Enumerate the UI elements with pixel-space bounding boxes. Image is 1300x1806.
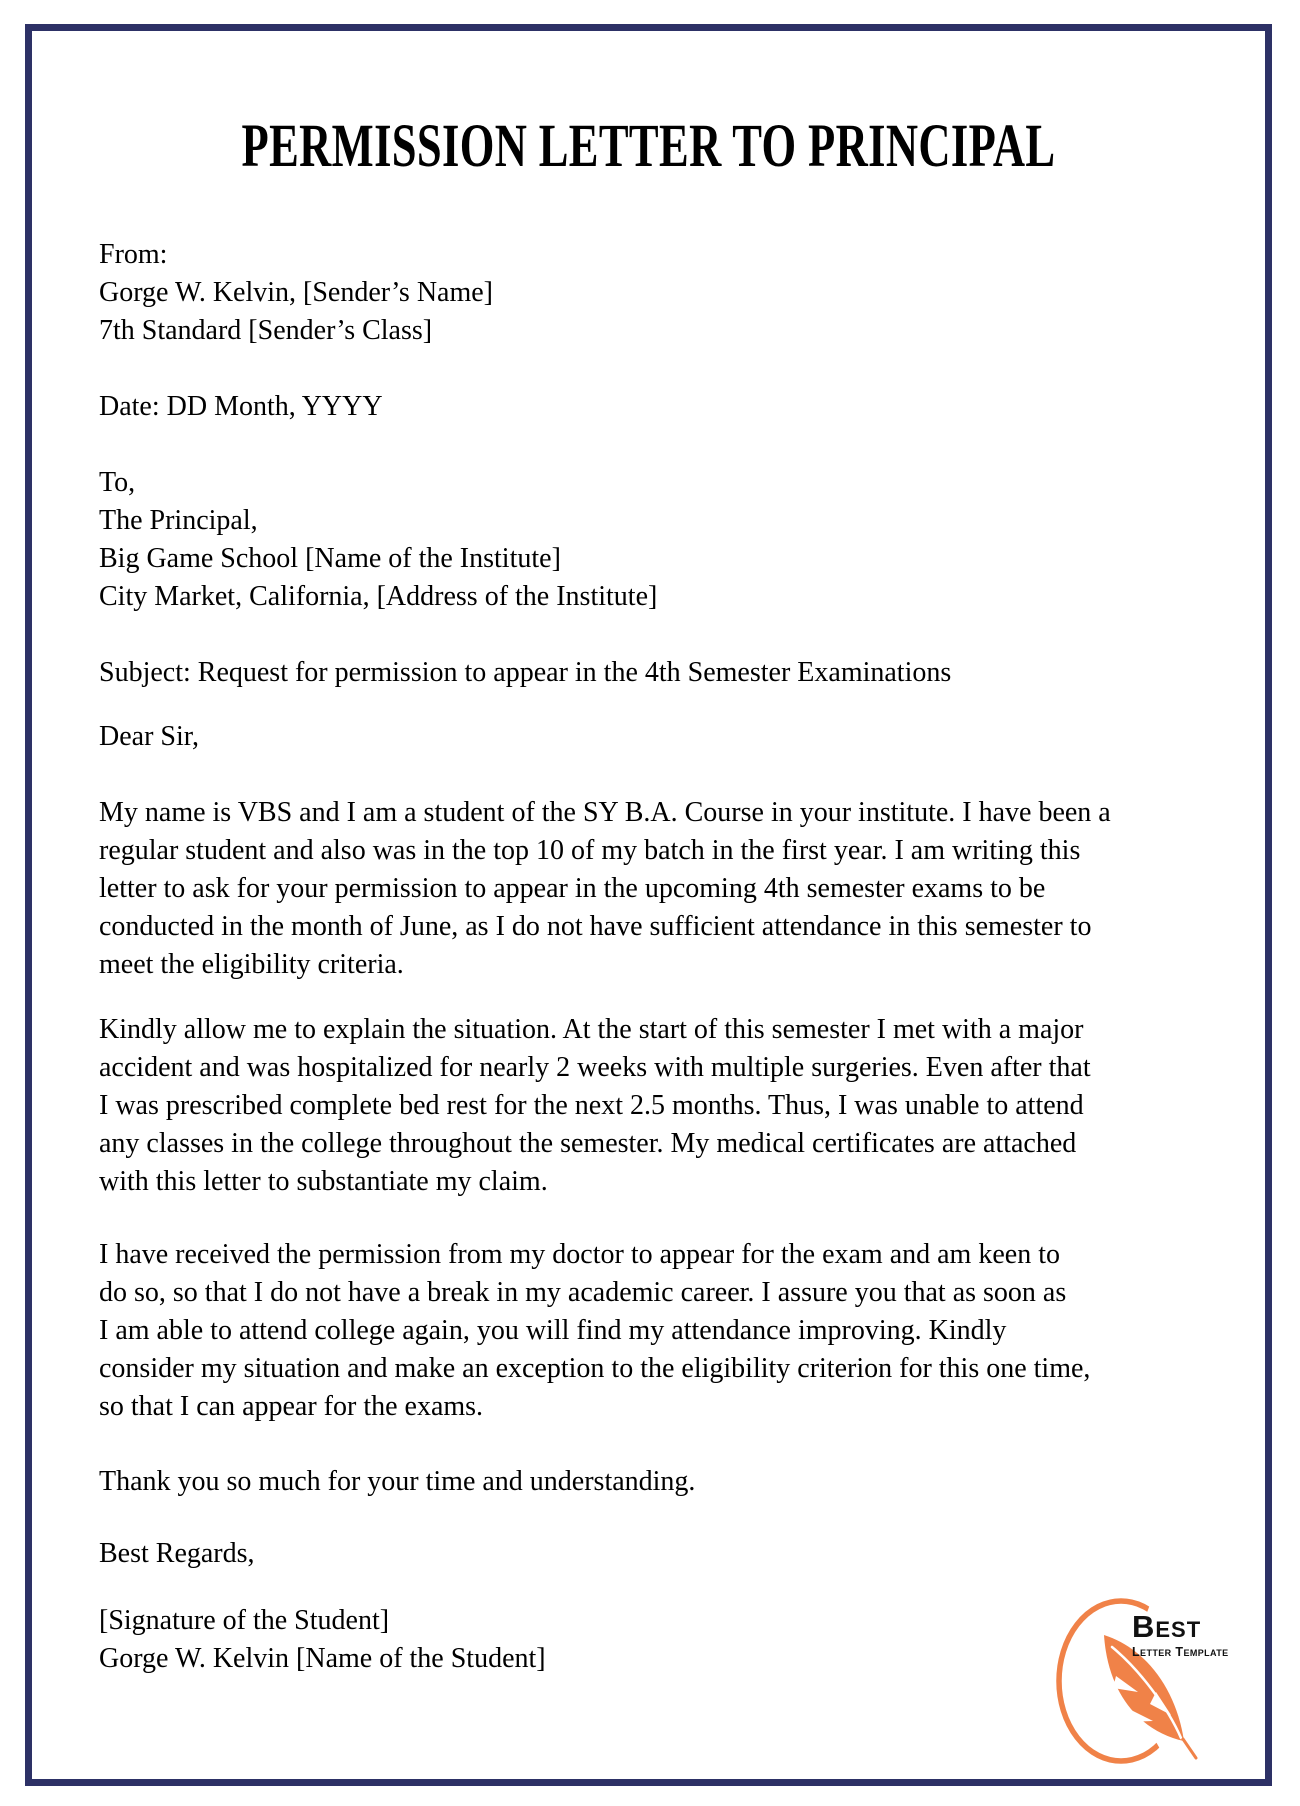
to-block bbox=[99, 464, 657, 616]
salutation-block bbox=[99, 718, 199, 756]
paragraph-line: I am able to attend college again, you will find my attendance improving. Kindly bbox=[99, 1315, 1007, 1346]
brand-tagline: Letter Template bbox=[1132, 1645, 1229, 1659]
paragraph-line: so that I can appear for the exams. bbox=[99, 1391, 484, 1422]
thanks-line: Thank you so much for your time and understanding. bbox=[99, 1466, 696, 1497]
subject-block bbox=[99, 654, 951, 692]
paragraph-line: do so, so that I do not have a break in my academic career. I assure you that as soon as bbox=[99, 1277, 1067, 1308]
paragraph-line: accident and was hospitalized for nearly 2 weeks with multiple surgeries. Even after that bbox=[99, 1052, 1091, 1083]
signature-block bbox=[99, 1602, 546, 1678]
paragraph-line: letter to ask for your permission to appear in the upcoming 4th semester exams to be bbox=[99, 873, 1046, 904]
paragraph-line: Kindly allow me to explain the situation. At the start of this semester I met with a major bbox=[99, 1014, 1084, 1045]
brand-logo bbox=[1040, 1580, 1240, 1780]
paragraph-2 bbox=[99, 1011, 1091, 1201]
subject-line: Subject: Request for permission to appear in the 4th Semester Examinations bbox=[99, 657, 952, 688]
paragraph-line: consider my situation and make an exception to the eligibility criterion for this one time, bbox=[99, 1353, 1091, 1384]
paragraph-3 bbox=[99, 1236, 1090, 1426]
salutation-line: Dear Sir, bbox=[99, 721, 199, 752]
from-block bbox=[99, 236, 493, 350]
brand-name: Best bbox=[1132, 1609, 1202, 1644]
paragraph-line: conducted in the month of June, as I do not have sufficient attendance in this semester to bbox=[99, 911, 1092, 942]
thanks-block bbox=[99, 1463, 695, 1501]
paragraph-line: with this letter to substantiate my claim. bbox=[99, 1166, 548, 1197]
paragraph-line: any classes in the college throughout the semester. My medical certificates are attached bbox=[99, 1128, 1077, 1159]
sender-name-line: Gorge W. Kelvin, [Sender’s Name] bbox=[99, 277, 493, 308]
institute-address-line: City Market, California, [Address of the Institute] bbox=[99, 581, 658, 612]
feather-circle-icon bbox=[1040, 1580, 1240, 1780]
to-label: To, bbox=[99, 467, 136, 498]
closing-block bbox=[99, 1535, 255, 1573]
from-label: From: bbox=[99, 239, 168, 270]
date-line: Date: DD Month, YYYY bbox=[99, 391, 383, 422]
paragraph-line: I was prescribed complete bed rest for the next 2.5 months. Thus, I was unable to attend bbox=[99, 1090, 1084, 1121]
student-name-line: Gorge W. Kelvin [Name of the Student] bbox=[99, 1643, 546, 1674]
paragraph-line: My name is VBS and I am a student of the SY B.A. Course in your institute. I have been a bbox=[99, 797, 1111, 828]
recipient-title-line: The Principal, bbox=[99, 505, 258, 536]
paragraph-line: meet the eligibility criteria. bbox=[99, 949, 404, 980]
closing-line: Best Regards, bbox=[99, 1538, 255, 1569]
date-block bbox=[99, 388, 383, 426]
paragraph-line: regular student and also was in the top 10 of my batch in the first year. I am writing this bbox=[99, 835, 1081, 866]
signature-placeholder-line: [Signature of the Student] bbox=[99, 1605, 390, 1636]
paragraph-line: I have received the permission from my doctor to appear for the exam and am keen to bbox=[99, 1239, 1060, 1270]
institute-name-line: Big Game School [Name of the Institute] bbox=[99, 543, 561, 574]
page-title bbox=[25, 113, 1272, 180]
page-title-text: PERMISSION LETTER TO PRINCIPAL bbox=[241, 113, 1056, 180]
paragraph-1 bbox=[99, 794, 1111, 984]
sender-class-line: 7th Standard [Sender’s Class] bbox=[99, 315, 433, 346]
